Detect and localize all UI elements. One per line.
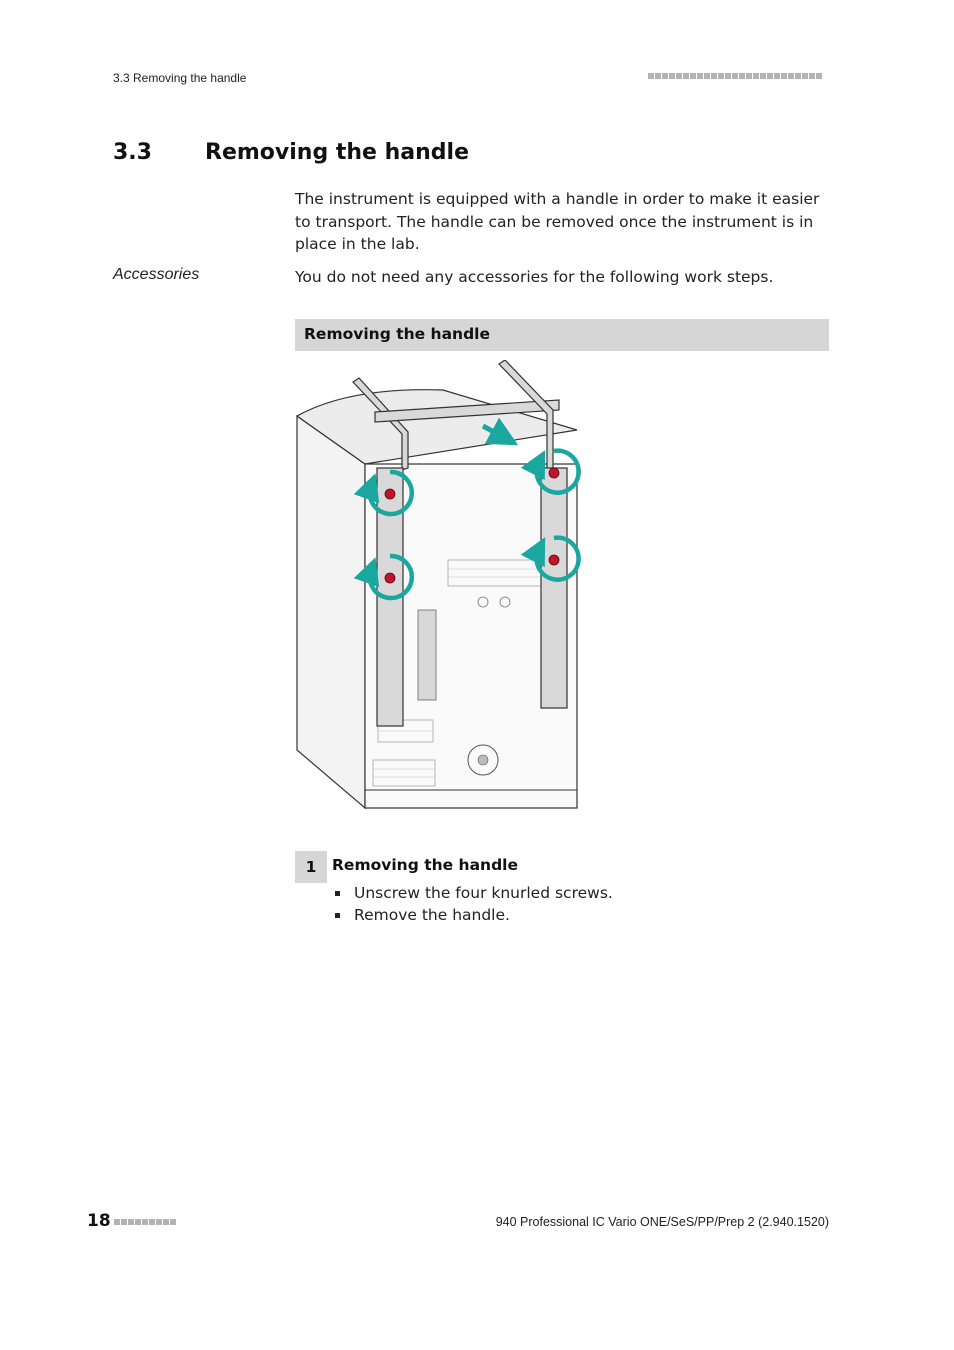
intro-paragraph: The instrument is equipped with a handle in order to make it easier to transport. The handle can be removed once the instrument is in place in the lab. — [295, 190, 820, 253]
bullet-icon — [335, 913, 340, 918]
section-title-text: Removing the handle — [205, 140, 469, 165]
accessories-text: You do not need any accessories for the following work steps. — [295, 268, 774, 286]
footer-decoration — [114, 1219, 176, 1225]
step-title: Removing the handle — [332, 856, 518, 874]
instrument-illustration — [293, 360, 595, 826]
step-instructions — [333, 882, 613, 926]
header-decoration — [648, 73, 822, 79]
page-number: 18 — [87, 1211, 111, 1231]
footer-document-title: 940 Professional IC Vario ONE/SeS/PP/Prep 2 (2.940.1520) — [495, 1215, 829, 1229]
bullet-text: Remove the handle. — [354, 906, 510, 924]
procedure-heading: Removing the handle — [295, 319, 829, 351]
section-title — [113, 140, 469, 165]
section-number: 3.3 — [113, 140, 152, 165]
bullet-text: Unscrew the four knurled screws. — [354, 884, 613, 902]
bullet-icon — [335, 891, 340, 896]
step-number: 1 — [295, 851, 327, 883]
running-header: 3.3 Removing the handle — [113, 71, 247, 85]
list-item — [333, 904, 613, 926]
handle-removal-drawing — [293, 360, 595, 826]
accessories-label: Accessories — [113, 266, 200, 283]
list-item — [333, 882, 613, 904]
